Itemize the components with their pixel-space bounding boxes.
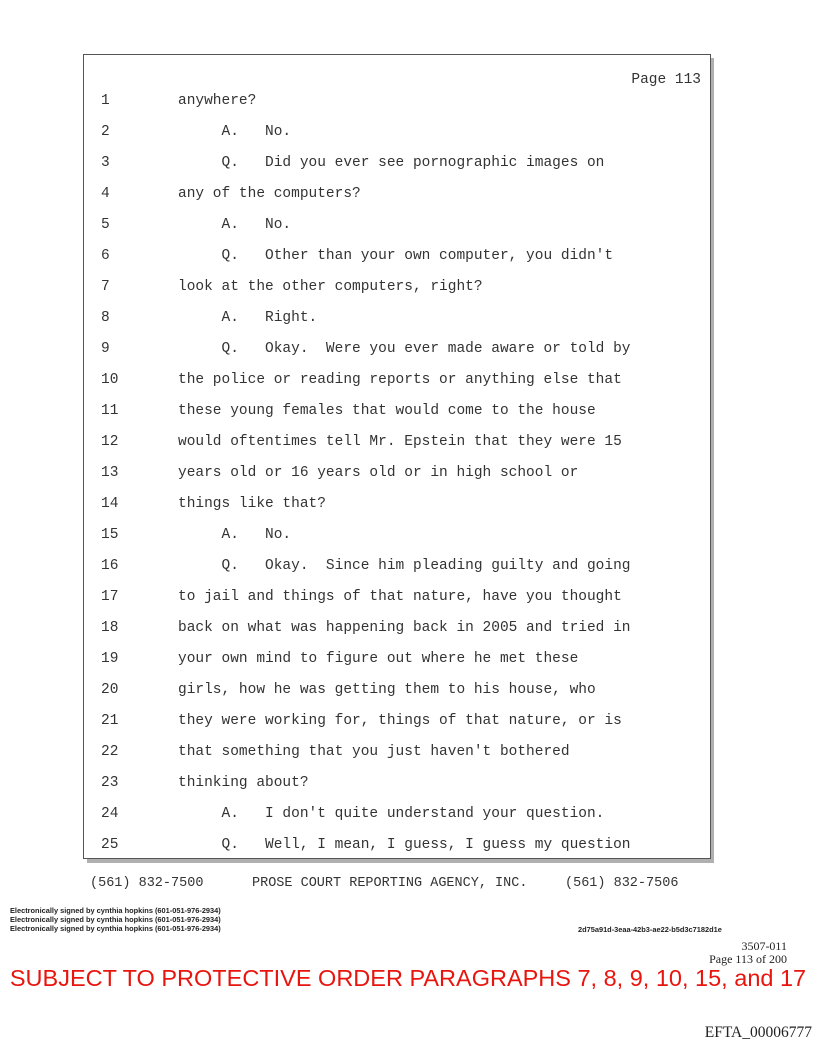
transcript-page-frame: [83, 54, 711, 859]
line-text: your own mind to figure out where he met these: [178, 651, 579, 667]
signature-line: Electronically signed by cynthia hopkins (601-051-976-2934): [10, 906, 221, 915]
line-text: things like that?: [178, 496, 326, 512]
line-text: years old or 16 years old or in high school or: [178, 465, 579, 481]
transcript-line: [84, 496, 710, 527]
line-number: 7: [101, 279, 110, 295]
document-hash: 2d75a91d-3eaa-42b3-ae22-b5d3c7182d1e: [578, 925, 722, 934]
transcript-line: [84, 775, 710, 806]
line-number: 10: [101, 372, 119, 388]
line-number: 5: [101, 217, 110, 233]
line-number: 20: [101, 682, 119, 698]
transcript-line: [84, 589, 710, 620]
transcript-line: [84, 403, 710, 434]
line-number: 22: [101, 744, 119, 760]
bates-number: EFTA_00006777: [704, 1024, 812, 1041]
line-number: 11: [101, 403, 119, 419]
line-number: 8: [101, 310, 110, 326]
transcript-line: [84, 837, 710, 868]
line-number: 24: [101, 806, 119, 822]
line-text: A. Right.: [178, 310, 318, 326]
transcript-line: [84, 744, 710, 775]
transcript-line: [84, 310, 710, 341]
line-number: 23: [101, 775, 119, 791]
line-text: would oftentimes tell Mr. Epstein that they were 15: [178, 434, 622, 450]
transcript-line: [84, 651, 710, 682]
transcript-line: [84, 155, 710, 186]
line-number: 16: [101, 558, 119, 574]
footer-agency: PROSE COURT REPORTING AGENCY, INC.: [252, 876, 528, 891]
line-text: Q. Okay. Since him pleading guilty and going: [178, 558, 631, 574]
line-text: A. No.: [178, 527, 292, 543]
signature-line: Electronically signed by cynthia hopkins (601-051-976-2934): [10, 915, 221, 924]
line-text: that something that you just haven't bothered: [178, 744, 570, 760]
line-number: 17: [101, 589, 119, 605]
transcript-line: [84, 558, 710, 589]
transcript-line: [84, 124, 710, 155]
page-label: Page 113: [631, 72, 701, 88]
line-text: anywhere?: [178, 93, 257, 109]
line-text: to jail and things of that nature, have you thought: [178, 589, 622, 605]
line-text: A. No.: [178, 124, 292, 140]
transcript-line: [84, 217, 710, 248]
line-number: 12: [101, 434, 119, 450]
line-text: Q. Other than your own computer, you didn't: [178, 248, 614, 264]
transcript-line: [84, 465, 710, 496]
line-text: Q. Well, I mean, I guess, I guess my question: [178, 837, 631, 853]
line-number: 19: [101, 651, 119, 667]
frame-shadow-right: [711, 58, 714, 863]
transcript-line: [84, 434, 710, 465]
transcript-line: [84, 248, 710, 279]
line-text: back on what was happening back in 2005 and tried in: [178, 620, 631, 636]
transcript-line: [84, 713, 710, 744]
line-text: they were working for, things of that nature, or is: [178, 713, 622, 729]
line-text: Q. Okay. Were you ever made aware or told by: [178, 341, 631, 357]
transcript-line: [84, 527, 710, 558]
line-text: the police or reading reports or anything else that: [178, 372, 622, 388]
line-number: 25: [101, 837, 119, 853]
protective-order-notice: SUBJECT TO PROTECTIVE ORDER PARAGRAPHS 7, 8, 9, 10, 15, and 17: [9, 965, 807, 991]
transcript-line: [84, 341, 710, 372]
transcript-line: [84, 806, 710, 837]
transcript-line: [84, 279, 710, 310]
line-number: 2: [101, 124, 110, 140]
signature-line: Electronically signed by cynthia hopkins (601-051-976-2934): [10, 924, 221, 933]
footer-phone-left: (561) 832-7500: [90, 876, 204, 891]
line-number: 9: [101, 341, 110, 357]
line-text: A. I don't quite understand your question.: [178, 806, 605, 822]
line-number: 15: [101, 527, 119, 543]
transcript-line: [84, 93, 710, 124]
transcript-lines: [84, 93, 710, 868]
line-text: these young females that would come to the house: [178, 403, 596, 419]
line-text: thinking about?: [178, 775, 309, 791]
transcript-line: [84, 620, 710, 651]
line-number: 18: [101, 620, 119, 636]
footer-phone-right: (561) 832-7506: [565, 876, 679, 891]
line-number: 13: [101, 465, 119, 481]
line-number: 21: [101, 713, 119, 729]
line-number: 6: [101, 248, 110, 264]
line-number: 1: [101, 93, 110, 109]
line-text: girls, how he was getting them to his house, who: [178, 682, 596, 698]
transcript-line: [84, 682, 710, 713]
line-text: A. No.: [178, 217, 292, 233]
page-of-total: Page 113 of 200: [709, 952, 787, 966]
line-text: Q. Did you ever see pornographic images on: [178, 155, 605, 171]
document-number: 3507-011: [741, 939, 787, 953]
line-text: look at the other computers, right?: [178, 279, 483, 295]
transcript-line: [84, 372, 710, 403]
signature-block: [10, 906, 221, 933]
line-number: 3: [101, 155, 110, 171]
line-number: 4: [101, 186, 110, 202]
line-number: 14: [101, 496, 119, 512]
transcript-line: [84, 186, 710, 217]
line-text: any of the computers?: [178, 186, 361, 202]
